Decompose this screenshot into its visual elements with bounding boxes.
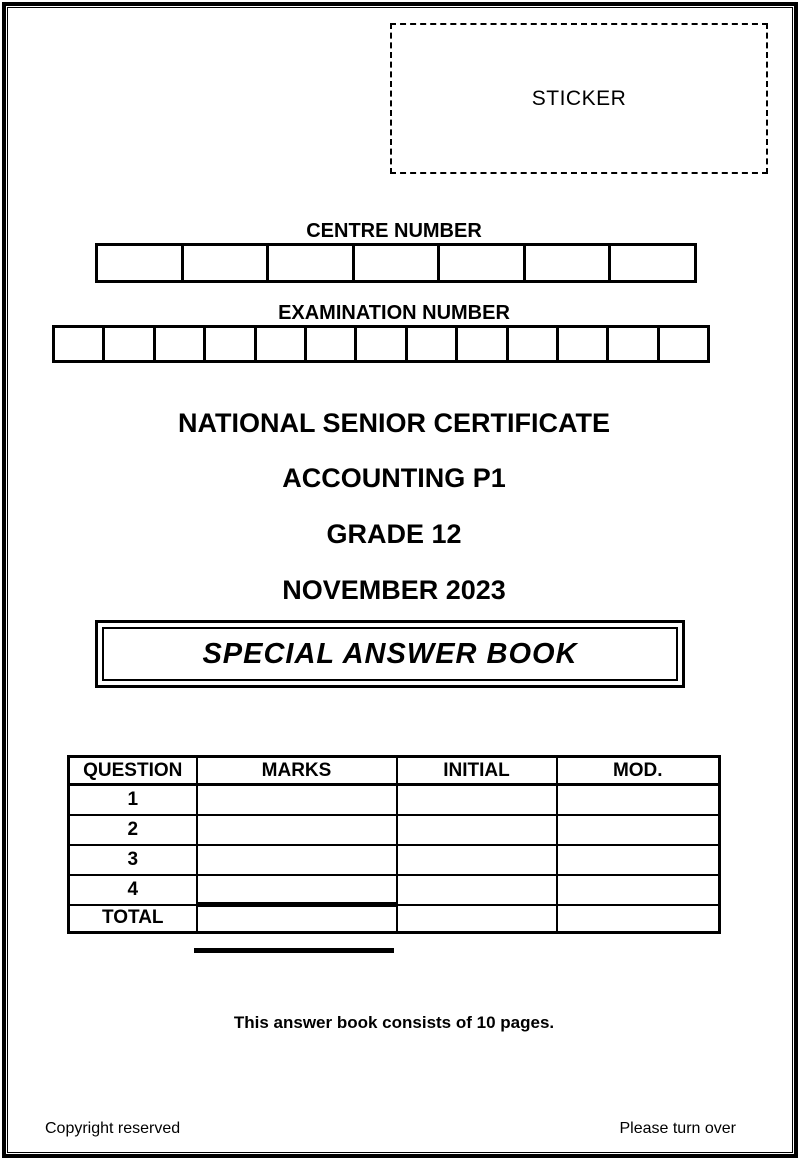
total-marks-underline: [194, 948, 394, 953]
centre-number-cell[interactable]: [98, 246, 184, 280]
centre-number-cell[interactable]: [611, 246, 694, 280]
marks-cell[interactable]: [197, 875, 397, 905]
marks-table: [67, 755, 721, 934]
question-label: 4: [69, 875, 197, 905]
centre-number-grid: [95, 243, 697, 283]
centre-number-cell[interactable]: [184, 246, 270, 280]
mod-cell[interactable]: [557, 875, 720, 905]
examination-number-cell[interactable]: [307, 328, 357, 360]
examination-number-cell[interactable]: [357, 328, 407, 360]
centre-number-label: CENTRE NUMBER: [306, 220, 482, 242]
examination-number-cell[interactable]: [105, 328, 155, 360]
examination-number-grid: [52, 325, 710, 363]
initial-cell[interactable]: [397, 785, 557, 815]
page-count-note: This answer book consists of 10 pages.: [233, 1013, 555, 1032]
sticker-box: [390, 23, 768, 174]
examination-number-label: EXAMINATION NUMBER: [278, 302, 510, 324]
examination-number-cell[interactable]: [609, 328, 659, 360]
footer-copyright: Copyright reserved: [45, 1120, 181, 1137]
table-row: [69, 815, 720, 845]
column-header-mod: MOD.: [557, 757, 720, 785]
marks-table-header-row: [69, 757, 720, 785]
answer-book-banner-inner: [102, 627, 678, 681]
initial-cell[interactable]: [397, 815, 557, 845]
footer-turn-over: Please turn over: [619, 1120, 736, 1137]
marks-cell[interactable]: [197, 815, 397, 845]
column-header-marks: MARKS: [197, 757, 397, 785]
answer-book-banner-label: SPECIAL ANSWER BOOK: [202, 637, 578, 670]
mod-cell[interactable]: [557, 905, 720, 933]
mod-cell[interactable]: [557, 815, 720, 845]
mod-cell[interactable]: [557, 845, 720, 875]
question-label: 3: [69, 845, 197, 875]
initial-cell[interactable]: [397, 905, 557, 933]
initial-cell[interactable]: [397, 875, 557, 905]
marks-cell[interactable]: [197, 785, 397, 815]
initial-cell[interactable]: [397, 845, 557, 875]
total-label: TOTAL: [69, 905, 197, 933]
examination-number-cell[interactable]: [458, 328, 508, 360]
total-marks-cell[interactable]: [197, 905, 397, 933]
examination-number-cell[interactable]: [559, 328, 609, 360]
centre-number-cell[interactable]: [269, 246, 355, 280]
sticker-label: STICKER: [531, 86, 627, 110]
examination-number-cell[interactable]: [660, 328, 707, 360]
title-subject: ACCOUNTING P1: [282, 463, 506, 493]
question-label: 2: [69, 815, 197, 845]
table-row: [69, 875, 720, 905]
centre-number-cell[interactable]: [440, 246, 526, 280]
examination-number-cell[interactable]: [156, 328, 206, 360]
table-row: [69, 785, 720, 815]
mod-cell[interactable]: [557, 785, 720, 815]
column-header-initial: INITIAL: [397, 757, 557, 785]
examination-number-cell[interactable]: [509, 328, 559, 360]
examination-number-cell[interactable]: [408, 328, 458, 360]
marks-cell[interactable]: [197, 845, 397, 875]
answer-book-banner: [95, 620, 685, 688]
centre-number-cell[interactable]: [526, 246, 612, 280]
examination-number-cell[interactable]: [55, 328, 105, 360]
question-label: 1: [69, 785, 197, 815]
table-row-total: [69, 905, 720, 933]
table-row: [69, 845, 720, 875]
examination-number-cell[interactable]: [206, 328, 256, 360]
centre-number-cell[interactable]: [355, 246, 441, 280]
title-certificate: NATIONAL SENIOR CERTIFICATE: [178, 408, 610, 438]
examination-number-cell[interactable]: [257, 328, 307, 360]
column-header-question: QUESTION: [69, 757, 197, 785]
title-grade: GRADE 12: [326, 519, 462, 549]
title-session: NOVEMBER 2023: [282, 575, 506, 605]
